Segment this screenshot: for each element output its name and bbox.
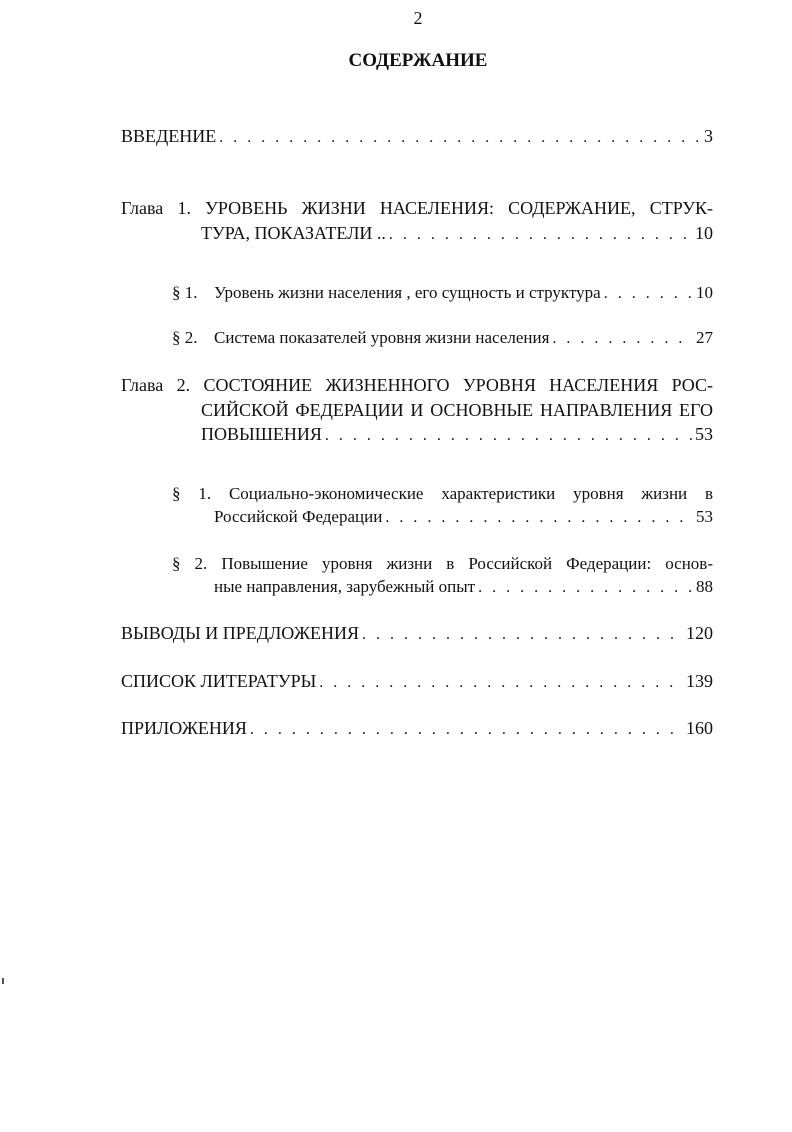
- chapter-title-line2: СИЙСКОЙ ФЕДЕРАЦИИ И ОСНОВНЫЕ НАПРАВЛЕНИЯ ЕГО: [201, 400, 713, 420]
- toc-entry-text: СПИСОК ЛИТЕРАТУРЫ: [121, 671, 317, 691]
- dot-leader: [319, 671, 683, 695]
- dot-leader: [219, 126, 701, 150]
- toc-chapter1-heading[interactable]: [121, 196, 713, 220]
- toc-entry-page: 139: [686, 671, 713, 691]
- section-title: Система показателей уровня жизни населения: [214, 328, 550, 347]
- toc-chapter1-section2[interactable]: [172, 326, 713, 351]
- section-label: § 1.: [172, 283, 198, 302]
- toc-entry-page: 10: [695, 223, 713, 243]
- section-label: § 2.: [172, 554, 208, 573]
- chapter-label: Глава 1.: [121, 198, 191, 218]
- dot-leader: [604, 282, 693, 306]
- scan-artifact: [2, 978, 4, 984]
- toc-chapter2-continuation[interactable]: [201, 422, 713, 448]
- toc-entry-intro[interactable]: [121, 124, 713, 150]
- dot-leader: [385, 506, 693, 530]
- chapter-title-line1: СОСТОЯНИЕ ЖИЗНЕННОГО УРОВНЯ НАСЕЛЕНИЯ РОС-: [203, 375, 714, 395]
- toc-entry-page: 120: [686, 623, 713, 643]
- page-title: СОДЕРЖАНИЕ: [348, 50, 488, 71]
- chapter-title-line2: ТУРА, ПОКАЗАТЕЛИ ..: [201, 223, 386, 243]
- dot-leader: [478, 576, 693, 600]
- dot-leader: [389, 223, 692, 247]
- dot-leader: [250, 718, 683, 742]
- toc-chapter2-line2: [201, 398, 713, 422]
- dot-leader: [552, 327, 693, 351]
- dot-leader: [362, 623, 683, 647]
- section-label: § 1.: [172, 484, 212, 503]
- section-title: Уровень жизни населения , его сущность и структура: [214, 283, 601, 302]
- toc-entry-page: 88: [696, 577, 713, 596]
- chapter-label: Глава 2.: [121, 375, 191, 395]
- toc-entry-page: 3: [704, 126, 713, 146]
- toc-entry-bibliography[interactable]: [121, 669, 713, 695]
- chapter-title-line3: ПОВЫШЕНИЯ: [201, 424, 322, 444]
- dot-leader: [325, 424, 692, 448]
- toc-entry-conclusions[interactable]: [121, 621, 713, 647]
- toc-entry-text: ПРИЛОЖЕНИЯ: [121, 718, 247, 738]
- section-title-line2: ные направления, зарубежный опыт: [214, 577, 476, 596]
- section-title-line2: Российской Федерации: [214, 507, 383, 526]
- toc-entry-page: 53: [695, 424, 713, 444]
- toc-chapter2-section2[interactable]: [172, 552, 713, 576]
- toc-chapter2-heading[interactable]: [121, 373, 713, 397]
- page-number: 2: [413, 8, 423, 28]
- toc-chapter2-section1-continuation[interactable]: [214, 505, 713, 530]
- toc-entry-text: ВВЕДЕНИЕ: [121, 126, 217, 146]
- toc-chapter2-section1[interactable]: [172, 482, 713, 506]
- toc-chapter1-section1[interactable]: [172, 281, 713, 306]
- toc-entry-page: 53: [696, 507, 713, 526]
- toc-entry-page: 10: [696, 283, 713, 302]
- section-label: § 2.: [172, 328, 198, 347]
- toc-entry-text: ВЫВОДЫ И ПРЕДЛОЖЕНИЯ: [121, 623, 359, 643]
- toc-chapter1-continuation[interactable]: [201, 221, 713, 247]
- section-title-line1: Социально-экономические характеристики уровня жизни в: [228, 484, 714, 503]
- chapter-title-line1: УРОВЕНЬ ЖИЗНИ НАСЕЛЕНИЯ: СОДЕРЖАНИЕ, СТРУК-: [205, 198, 714, 218]
- section-title-line1: Повышение уровня жизни в Российской Федерации: основ-: [221, 554, 713, 573]
- toc-entry-page: 160: [686, 718, 713, 738]
- toc-entry-page: 27: [696, 328, 713, 347]
- toc-entry-appendices[interactable]: [121, 716, 713, 742]
- toc-chapter2-section2-continuation[interactable]: [214, 575, 713, 600]
